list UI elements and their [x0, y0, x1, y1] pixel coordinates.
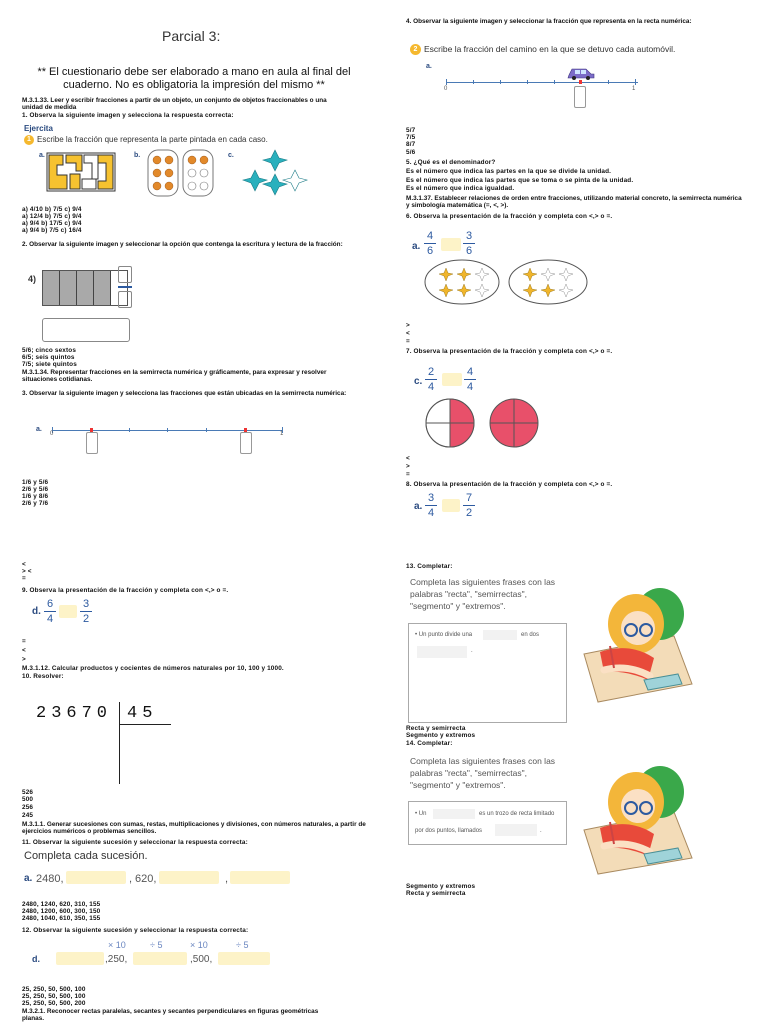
- q13-option-2[interactable]: Segmento y extremos: [406, 732, 476, 739]
- q9-label: d.: [32, 606, 41, 617]
- q4-zero: 0: [444, 86, 448, 92]
- q4-prompt: Escribe la fracción del camino en la que se detuvo cada automóvil.: [424, 44, 676, 54]
- symbol-b-1[interactable]: =: [22, 638, 26, 645]
- symbol-a-1[interactable]: <: [22, 561, 26, 568]
- q8-answer-box[interactable]: [442, 499, 460, 512]
- symbol-c-3[interactable]: =: [406, 338, 410, 345]
- q8-label: a.: [414, 501, 423, 512]
- q3-option-4[interactable]: 2/6 y 7/6: [22, 500, 49, 507]
- q12-value-2: ,500,: [190, 954, 213, 965]
- q3-one: 1: [280, 431, 284, 437]
- q12-blank-2[interactable]: [133, 952, 187, 965]
- q13-sentence-b: en dos: [521, 632, 540, 638]
- q14-sentence-b: es un trozo de recta limitado: [479, 811, 555, 817]
- symbol-b-3[interactable]: >: [22, 656, 26, 663]
- q2-option-3[interactable]: 7/5; siete quintos: [22, 361, 77, 368]
- q12-option-3[interactable]: 25, 250, 50, 500, 200: [22, 1000, 86, 1007]
- q10-option-4[interactable]: 245: [22, 812, 34, 819]
- q10-option-1[interactable]: 526: [22, 789, 34, 796]
- q6-star-groups: [424, 258, 590, 306]
- q12-blank-3[interactable]: [218, 952, 270, 965]
- q7-text: 7. Observa la presentación de la fracción y completa con <,> o =.: [406, 348, 613, 355]
- symbol-c-2[interactable]: <: [406, 330, 410, 337]
- q14-text: 14. Completar:: [406, 740, 453, 747]
- q12-op-3: × 10: [190, 940, 208, 950]
- q1-option-4[interactable]: a) 9/4 b) 7/5 c) 16/4: [22, 227, 82, 234]
- q4-option-3[interactable]: 8/7: [406, 141, 416, 148]
- q7-circles: [424, 398, 544, 450]
- q12-blank-1[interactable]: [56, 952, 104, 965]
- q7-label: c.: [414, 376, 423, 387]
- q4-label: a.: [426, 63, 432, 70]
- q4-one: 1: [632, 86, 636, 92]
- q6-left-fraction: 4 6: [424, 230, 436, 257]
- q9-text: 9. Observa la presentación de la fracción y completa con <,> o =.: [22, 587, 229, 594]
- q3-option-1[interactable]: 1/6 y 5/6: [22, 479, 49, 486]
- q10-option-2[interactable]: 500: [22, 796, 34, 803]
- q11-option-1[interactable]: 2480, 1240, 620, 310, 155: [22, 901, 101, 908]
- q9-answer-box[interactable]: [59, 605, 77, 618]
- q10-text: 10. Resolver:: [22, 673, 64, 680]
- q11-blank-2[interactable]: [159, 871, 219, 884]
- division-dividend: 23670: [36, 704, 113, 723]
- q12-op-2: ÷ 5: [150, 940, 163, 950]
- q5-option-2[interactable]: Es el número que indica las partes que se toma o se pinta de la unidad.: [406, 177, 634, 184]
- q2-label: 4): [28, 274, 37, 284]
- girl-writing-illustration-2: [574, 764, 696, 876]
- q11-label: a.: [24, 873, 33, 884]
- q11-text: 11. Observar la siguiente sucesión y seleccionar la respuesta correcta:: [22, 839, 248, 846]
- q13-prompt: Completa las siguientes frases con las palabras "recta", "semirrectas", "segmento" y "extremos".: [410, 577, 556, 611]
- q2-option-1[interactable]: 5/6; cinco sextos: [22, 347, 77, 354]
- q8-text: 8. Observa la presentación de la fracción y completa con <,> o =.: [406, 481, 613, 488]
- q7-left-fraction: 2 4: [425, 366, 437, 393]
- badge-2: 2: [410, 44, 421, 55]
- q14-sentence-box: [408, 801, 567, 845]
- q8-right-fraction: 7 2: [463, 492, 475, 519]
- q12-op-4: ÷ 5: [236, 940, 249, 950]
- q9-left-fraction: 6 4: [44, 598, 56, 625]
- q13-blank-2[interactable]: [417, 646, 467, 658]
- m3134-heading: M.3.1.34. Representar fracciones en la semirrecta numérica y gráficamente, para expresar y resolver situaciones cotidianas.: [22, 369, 327, 384]
- q11-value-4: ,: [225, 873, 229, 885]
- q1-option-1[interactable]: a) 4/10 b) 7/5 c) 9/4: [22, 206, 82, 213]
- q14-option-1[interactable]: Segmento y extremos: [406, 883, 476, 890]
- q2-bar: [42, 270, 128, 306]
- symbol-d-1[interactable]: <: [406, 455, 410, 462]
- q9-right-fraction: 3 2: [80, 598, 92, 625]
- page-title: Parcial 3:: [162, 28, 221, 44]
- q12-text: 12. Observar la siguiente sucesión y seleccionar la respuesta correcta:: [22, 927, 249, 934]
- q6-label: a.: [412, 241, 421, 252]
- q3-label: a.: [36, 426, 42, 433]
- q1-prompt: Escribe la fracción que representa la parte pintada en cada caso.: [37, 135, 268, 144]
- q13-text: 13. Completar:: [406, 563, 453, 570]
- q11-option-2[interactable]: 2480, 1200, 600, 300, 150: [22, 908, 101, 915]
- q12-value-1: ,250,: [105, 954, 128, 965]
- q8-left-fraction: 3 4: [425, 492, 437, 519]
- symbol-a-2[interactable]: > <: [22, 568, 32, 575]
- q4-option-1[interactable]: 5/7: [406, 127, 416, 134]
- q11-option-3[interactable]: 2480, 1040, 610, 350, 155: [22, 915, 101, 922]
- q1-label-c: c.: [228, 152, 234, 159]
- m3133-heading: M.3.1.33. Leer y escribir fracciones a partir de un objeto, un conjunto de objetos fraccionables o una unidad de medida: [22, 97, 327, 112]
- m311-heading: M.3.1.1. Generar sucesiones con sumas, restas, multiplicaciones y divisiones, con números naturales, a partir de ejercicios numéricos o problemas sencillos.: [22, 821, 366, 836]
- q13-blank-1[interactable]: [483, 630, 517, 640]
- q13-end: .: [471, 648, 473, 654]
- q1-figure-c: [240, 148, 310, 200]
- q3-zero: 0: [50, 431, 54, 437]
- m321-heading: M.3.2.1. Reconocer rectas paralelas, secantes y secantes perpendiculares en figuras geométricas planas.: [22, 1008, 319, 1023]
- q11-value-3: 620,: [135, 873, 157, 885]
- q1-figure-a: [46, 152, 116, 192]
- symbol-a-3[interactable]: =: [22, 575, 26, 582]
- q12-op-1: × 10: [108, 940, 126, 950]
- q13-sentence-box: [408, 623, 567, 723]
- symbol-c-1[interactable]: >: [406, 322, 410, 329]
- q1-figure: [22, 124, 312, 206]
- q11-value-1: 2480,: [36, 873, 64, 885]
- q2-option-2[interactable]: 6/5; seis quintos: [22, 354, 75, 361]
- q12-option-2[interactable]: 25, 250, 50, 500, 100: [22, 993, 86, 1000]
- q5-option-1[interactable]: Es el número que indica las partes en la que se divide la unidad.: [406, 168, 612, 175]
- q14-sentence-a: • Un: [415, 811, 427, 817]
- q1-label-b: b.: [134, 152, 141, 159]
- q6-text: 6. Observa la presentación de la fracción y completa con <,> o =.: [406, 213, 613, 220]
- q3-box-1[interactable]: [86, 432, 98, 454]
- q5-option-3[interactable]: Es el número que indica igualdad.: [406, 185, 515, 192]
- q11-heading: Completa cada sucesión.: [24, 850, 148, 862]
- q13-option-1[interactable]: Recta y semirrecta: [406, 725, 466, 732]
- q1-figure-b: [146, 148, 216, 198]
- q3-option-2[interactable]: 2/6 y 5/6: [22, 486, 49, 493]
- m3137-heading: M.3.1.37. Establecer relaciones de orden entre fracciones, utilizando material concreto, la semirrecta numérica y simbología matemática (=, <, >).: [406, 195, 742, 210]
- q6-answer-box[interactable]: [441, 238, 461, 251]
- q7-right-fraction: 4 4: [464, 366, 476, 393]
- q4-answer-box[interactable]: [574, 86, 586, 108]
- q3-number-line: [22, 420, 312, 454]
- division-divisor: 45: [127, 704, 158, 723]
- car-icon: [566, 66, 596, 80]
- q14-prompt: Completa las siguientes frases con las palabras "recta", "semirrectas", "segmento" y "extremos".: [410, 756, 556, 790]
- q3-text: 3. Observar la siguiente imagen y selecciona las fracciones que están ubicadas en la semirrecta numérica:: [22, 390, 347, 397]
- instructions: ** El cuestionario debe ser elaborado a mano en aula al final del cuaderno. No es obligatoria la impresión del mismo **: [37, 66, 351, 91]
- q1-text: 1. Observa la siguiente imagen y selecciona la respuesta correcta:: [22, 112, 234, 119]
- q6-right-fraction: 3 6: [463, 230, 475, 257]
- q10-option-3[interactable]: 256: [22, 804, 34, 811]
- q3-box-2[interactable]: [240, 432, 252, 454]
- q11-blank-3[interactable]: [230, 871, 290, 884]
- q7-answer-box[interactable]: [442, 373, 462, 386]
- q4-text: 4. Observar la siguiente imagen y seleccionar la fracción que representa en la recta numérica:: [406, 18, 692, 25]
- q4-figure: [408, 40, 708, 110]
- q2-text: 2. Observar la siguiente imagen y seleccionar la opción que contenga la escritura y lectura de la fracción:: [22, 241, 343, 248]
- symbol-d-2[interactable]: >: [406, 463, 410, 470]
- q1-option-2[interactable]: a) 12/4 b) 7/5 c) 9/4: [22, 213, 82, 220]
- q2-figure: [22, 262, 142, 346]
- q12-label: d.: [32, 954, 40, 964]
- q4-option-2[interactable]: 7/5: [406, 134, 416, 141]
- q3-option-3[interactable]: 1/6 y 8/6: [22, 493, 49, 500]
- q14-end: .: [540, 828, 542, 834]
- q11-blank-1[interactable]: [66, 871, 126, 884]
- symbol-b-2[interactable]: <: [22, 647, 26, 654]
- badge-1: 1: [24, 135, 34, 145]
- q11-value-2: ,: [129, 873, 133, 885]
- q5-text: 5. ¿Qué es el denominador?: [406, 159, 496, 166]
- q14-option-2[interactable]: Recta y semirrecta: [406, 890, 466, 897]
- q14-sentence-c: por dos puntos, llamados: [415, 828, 483, 834]
- q13-sentence-a: • Un punto divide una: [415, 632, 473, 638]
- q1-label-a: a.: [39, 152, 45, 159]
- ejercita-label: Ejercita: [24, 124, 53, 133]
- q14-blank-1[interactable]: [433, 809, 475, 819]
- q14-blank-2[interactable]: [495, 824, 537, 836]
- q12-option-1[interactable]: 25, 250, 50, 500, 100: [22, 986, 86, 993]
- division: [22, 700, 222, 790]
- q1-option-3[interactable]: a) 9/4 b) 17/5 c) 9/4: [22, 220, 82, 227]
- symbol-d-3[interactable]: =: [406, 471, 410, 478]
- q2-answer-fraction[interactable]: [118, 266, 132, 308]
- m3112-heading: M.3.1.12. Calcular productos y cocientes de números naturales por 10, 100 y 1000.: [22, 665, 284, 672]
- girl-writing-illustration: [574, 584, 696, 704]
- q2-answer-box[interactable]: [42, 318, 130, 342]
- q4-option-4[interactable]: 5/6: [406, 149, 416, 156]
